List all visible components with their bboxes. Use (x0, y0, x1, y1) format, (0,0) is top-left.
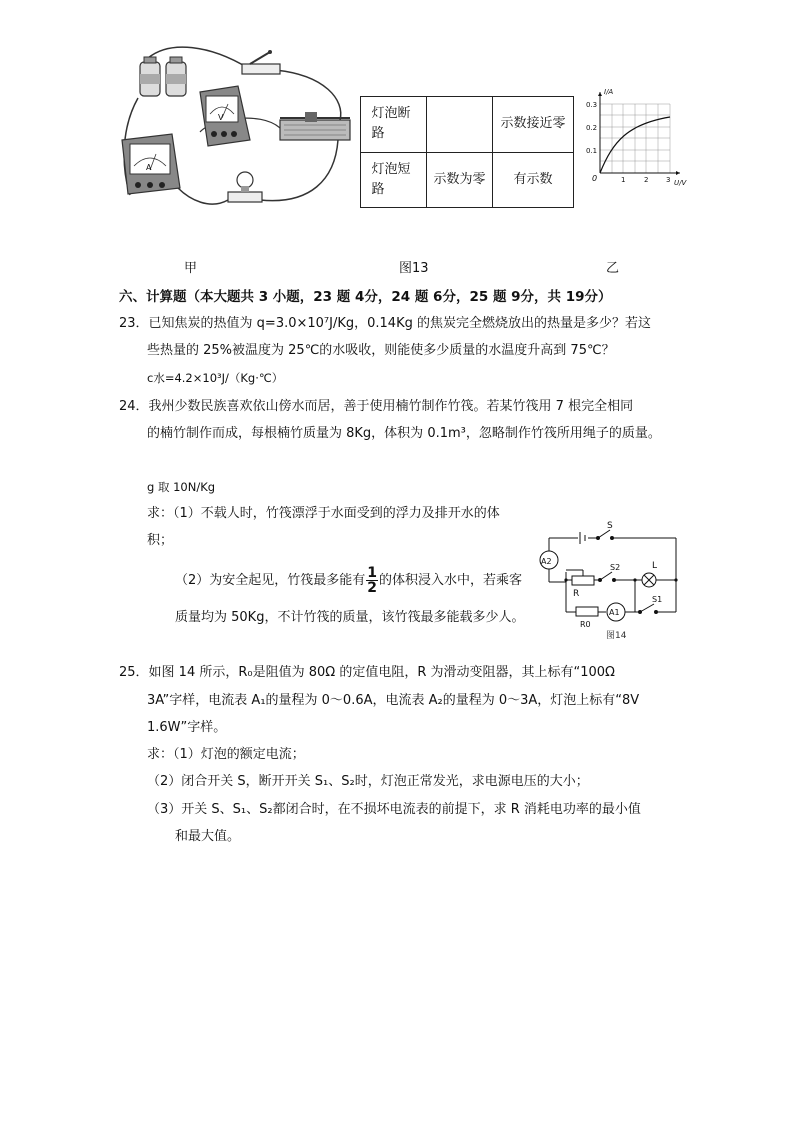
label-l: L (652, 561, 658, 571)
table-cell: 示数为零 (427, 152, 493, 208)
section-heading: 六、计算题（本大题共 3 小题，23 题 4分，24 题 6分，25 题 9分，共 19分） (119, 289, 612, 305)
circuit-figure14 (536, 514, 684, 642)
caption-yi: 乙 (606, 261, 620, 276)
table-cell (427, 97, 493, 153)
y-tick-label: 0.3 (586, 101, 598, 109)
q25-line: 25．如图 14 所示，R₀是阻值为 80Ω 的定值电阻，R 为滑动变阻器，其上标有“100Ω (119, 665, 615, 680)
y-axis-label: I/A (604, 88, 614, 96)
x-tick-label: 3 (666, 176, 671, 184)
caption-jia: 甲 (184, 261, 198, 276)
table-row (361, 97, 574, 153)
q25-line: 3A”字样，电流表 A₁的量程为 0～0.6A，电流表 A₂的量程为 0～3A，灯泡上标有“8V (147, 693, 640, 708)
label-s2: S2 (610, 563, 621, 572)
wire (178, 188, 228, 204)
battery-icon (140, 57, 186, 96)
label-s: S (607, 521, 613, 531)
label-s1: S1 (652, 595, 663, 604)
origin-label: 0 (592, 174, 598, 183)
iu-graph (588, 86, 694, 190)
q24-line: g 取 10N/Kg (147, 480, 216, 494)
q23-line: c水=4.2×10³J/（Kg·℃） (147, 371, 284, 385)
label-a2: A2 (541, 557, 552, 566)
table-cell: 灯泡短路 (361, 152, 427, 208)
label-r0: R0 (580, 620, 591, 629)
x-axis-label: U/V (674, 179, 687, 187)
table-cell: 示数接近零 (493, 97, 574, 153)
q25-line: 1.6W”字样。 (147, 720, 227, 735)
switch-icon (242, 50, 280, 74)
apparatus-figure (110, 40, 362, 215)
q24-line: 24．我州少数民族喜欢依山傍水而居，善于使用楠竹制作竹筏。若某竹筏用 7 根完全相同 (119, 399, 634, 414)
wire (148, 47, 248, 68)
figure14-caption: 图14 (606, 631, 627, 641)
q25-line: 求：（1）灯泡的额定电流； (147, 747, 305, 762)
ammeter-label: A (146, 163, 152, 172)
q24-line: 求：（1）不载人时，竹筏漂浮于水面受到的浮力及排开水的体 (147, 506, 500, 521)
table-cell: 灯泡断路 (361, 97, 427, 153)
q25-line: 和最大值。 (175, 829, 241, 844)
q24-line: 质量均为 50Kg，不计竹筏的质量，该竹筏最多能载多少人。 (175, 610, 525, 625)
wire (260, 140, 338, 201)
q25-line: （2）闭合开关 S，断开开关 S₁、S₂时，灯泡正常发光，求电源电压的大小； (147, 774, 589, 789)
x-tick-label: 2 (644, 176, 649, 184)
fraction: $\frac{1}{2}$ (367, 565, 378, 596)
label-r: R (573, 589, 580, 599)
y-tick-label: 0.1 (586, 147, 598, 155)
lamp-icon (228, 172, 262, 202)
q23-line: 23．已知焦炭的热值为 q=3.0×10⁷J/Kg，0.14Kg 的焦炭完全燃烧放出的热量是多少？若这 (119, 316, 651, 331)
voltmeter-label: V (218, 113, 224, 122)
table-row (361, 152, 574, 208)
label-a1: A1 (609, 608, 620, 617)
y-tick-label: 0.2 (586, 124, 598, 132)
voltmeter-icon (200, 86, 250, 146)
q25-line: （3）开关 S、S₁、S₂都闭合时，在不损坏电流表的前提下，求 R 消耗电功率的最小值 (147, 802, 641, 817)
table-cell: 有示数 (493, 152, 574, 208)
q24-line: 的楠竹制作而成，每根楠竹质量为 8Kg，体积为 0.1m³，忽略制作竹筏所用绳子的质量。 (147, 426, 661, 441)
figure13-caption: 图13 (399, 261, 429, 276)
q24-line: 积； (147, 533, 174, 548)
x-tick-label: 1 (621, 176, 626, 184)
q24-line: （2）为安全起见，竹筏最多能有 $\frac{1}{2}$ 的体积浸入水中，若乘客 (175, 565, 523, 596)
rheostat-icon (280, 112, 350, 140)
q23-line: 些热量的 25%被温度为 25℃的水吸收，则能使多少质量的水温度升高到 75℃？ (147, 343, 615, 358)
fault-table (360, 96, 574, 208)
